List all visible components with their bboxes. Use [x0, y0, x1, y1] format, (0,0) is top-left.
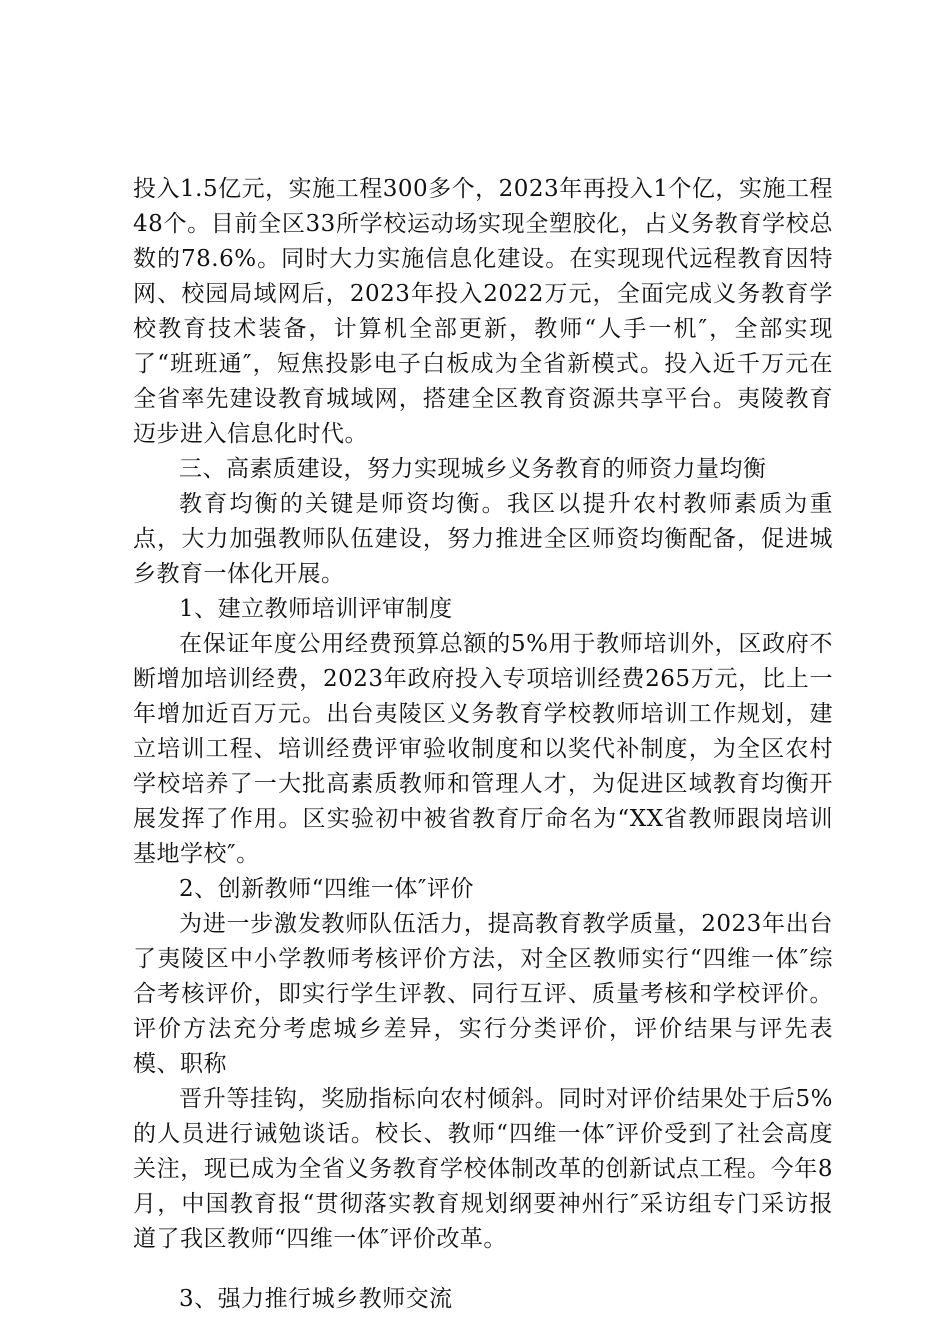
- document-body: [133, 172, 833, 1317]
- section-heading-teacher-balance: 三、高素质建设，努力实现城乡义务教育的师资力量均衡: [179, 456, 767, 482]
- subheading-teacher-exchange: 3、强力推行城乡教师交流: [179, 1286, 453, 1312]
- paragraph-evaluation-part2: 晋升等挂钩，奖励指标向农村倾斜。同时对评价结果处于后5%的人员进行诫勉谈话。校长、教师“四维一体″评价受到了社会高度关注，现已成为全省义务教育学校体制改革的创新试点工程。今年8月，中国教育报“贯彻落实教育规划纲要神州行″采访组专门采访报道了我区教师“四维一体″评价改革。: [133, 1086, 833, 1252]
- subheading-training-review: 1、建立教师培训评审制度: [179, 596, 453, 622]
- paragraph-investment: 投入1.5亿元，实施工程300多个，2023年再投入1个亿，实施工程48个。目前全区33所学校运动场实现全塑胶化，占义务教育学校总数的78.6%。同时大力实施信息化建设。在实现现代远程教育因特网、校园局域网后，2023年投入2022万元，全面完成义务教育学校教育技术装备，计算机全部更新，教师“人手一机″，全部实现了“班班通″，短焦投影电子白板成为全省新模式。投入近千万元在全省率先建设教育城域网，搭建全区教育资源共享平台。夷陵教育迈步进入信息化时代。: [133, 176, 833, 447]
- paragraph-gap: [133, 1257, 833, 1282]
- paragraph-teacher-balance: 教育均衡的关键是师资均衡。我区以提升农村教师素质为重点，大力加强教师队伍建设，努力推进全区师资均衡配备，促进城乡教育一体化开展。: [133, 491, 833, 587]
- subheading-four-dimension-evaluation: 2、创新教师“四维一体″评价: [179, 876, 474, 902]
- paragraph-evaluation-part1: 为进一步激发教师队伍活力，提高教育教学质量，2023年出台了夷陵区中小学教师考核评价方法，对全区教师实行“四维一体″综合考核评价，即实行学生评教、同行互评、质量考核和学校评价。评价方法充分考虑城乡差异，实行分类评价，评价结果与评先表模、职称: [133, 911, 833, 1077]
- paragraph-training-review: 在保证年度公用经费预算总额的5%用于教师培训外，区政府不断增加培训经费，2023年政府投入专项培训经费265万元，比上一年增加近百万元。出台夷陵区义务教育学校教师培训工作规划，建立培训工程、培训经费评审验收制度和以奖代补制度，为全区农村学校培养了一大批高素质教师和管理人才，为促进区域教育均衡开展发挥了作用。区实验初中被省教育厅命名为“XX省教师跟岗培训基地学校″。: [133, 631, 833, 867]
